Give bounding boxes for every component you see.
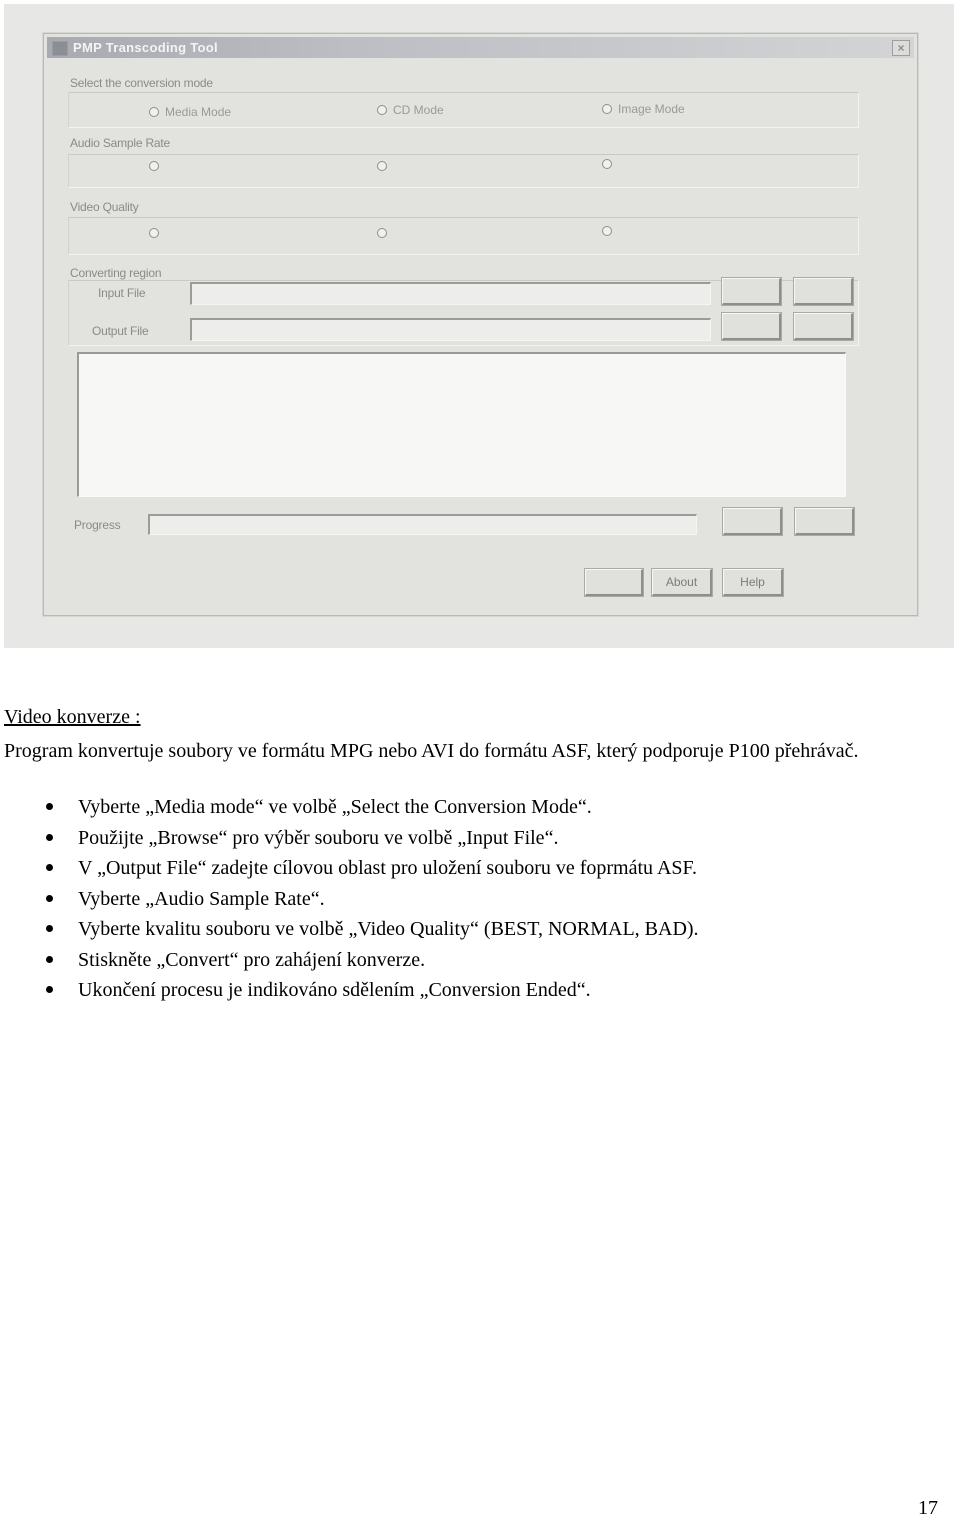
list-item: Ukončení procesu je indikováno sdělením „Conversion Ended“. [4, 975, 699, 1006]
list-item: V „Output File“ zadejte cílovou oblast pro uložení souboru ve foprmátu ASF. [4, 853, 699, 884]
output-file-label: Output File [92, 324, 149, 338]
radio-media-mode-circle [149, 107, 159, 117]
input-browse-button[interactable] [722, 278, 781, 305]
radio-media-mode[interactable] [149, 105, 231, 119]
instruction-list [4, 792, 699, 1006]
radio-image-mode[interactable] [602, 102, 685, 116]
video-quality-label: Video Quality [70, 200, 139, 214]
app-icon [52, 41, 68, 56]
radio-video-quality-3-circle [602, 226, 612, 236]
output-browse-button[interactable] [722, 313, 781, 340]
input-file-label: Input File [98, 286, 146, 300]
radio-audio-rate-3-circle [602, 159, 612, 169]
radio-media-mode-label: Media Mode [165, 105, 232, 119]
radio-audio-rate-3[interactable] [602, 159, 612, 169]
list-item: Vyberte „Audio Sample Rate“. [4, 884, 699, 915]
screenshot-photo [4, 4, 954, 648]
about-button[interactable]: About [652, 569, 712, 596]
section-heading: Video konverze : [4, 706, 141, 728]
radio-image-mode-circle [602, 104, 612, 114]
radio-image-mode-label: Image Mode [618, 102, 685, 116]
progress-bar [148, 514, 697, 535]
title-bar [47, 37, 914, 58]
stop-button[interactable] [795, 508, 854, 535]
radio-video-quality-3[interactable] [602, 226, 612, 236]
list-item: Vyberte kvalitu souboru ve volbě „Video Quality“ (BEST, NORMAL, BAD). [4, 914, 699, 945]
conversion-mode-label: Select the conversion mode [70, 76, 213, 90]
radio-video-quality-1-circle [149, 228, 159, 238]
output-secondary-button[interactable] [794, 313, 853, 340]
page-number: 17 [918, 1497, 938, 1519]
radio-cd-mode-circle [377, 105, 387, 115]
message-log-area[interactable] [77, 352, 846, 497]
radio-video-quality-2-circle [377, 228, 387, 238]
radio-audio-rate-1-circle [149, 161, 159, 171]
radio-audio-rate-2-circle [377, 161, 387, 171]
radio-video-quality-1[interactable] [149, 228, 159, 238]
radio-cd-mode[interactable] [377, 103, 444, 117]
ok-button[interactable] [585, 569, 643, 596]
radio-audio-rate-2[interactable] [377, 161, 387, 171]
progress-label: Progress [74, 518, 121, 532]
convert-button[interactable] [723, 508, 782, 535]
audio-sample-rate-label: Audio Sample Rate [70, 136, 170, 150]
window-title: PMP Transcoding Tool [73, 40, 218, 55]
output-file-field[interactable] [190, 318, 711, 341]
transcoding-tool-window [43, 33, 918, 616]
close-button[interactable]: × [892, 40, 910, 56]
input-file-field[interactable] [190, 282, 711, 305]
radio-video-quality-2[interactable] [377, 228, 387, 238]
list-item: Stiskněte „Convert“ pro zahájení konverze. [4, 945, 699, 976]
video-quality-group [68, 217, 859, 255]
list-item: Vyberte „Media mode“ ve volbě „Select the Conversion Mode“. [4, 792, 699, 823]
help-button[interactable]: Help [723, 569, 783, 596]
intro-paragraph: Program konvertuje soubory ve formátu MPG nebo AVI do formátu ASF, který podporuje P100 přehrávač. [4, 740, 859, 762]
converting-region-label: Converting region [70, 266, 162, 280]
input-secondary-button[interactable] [794, 278, 853, 305]
radio-audio-rate-1[interactable] [149, 161, 159, 171]
audio-sample-rate-group [68, 154, 859, 188]
list-item: Použijte „Browse“ pro výběr souboru ve volbě „Input File“. [4, 823, 699, 854]
radio-cd-mode-label: CD Mode [393, 103, 444, 117]
